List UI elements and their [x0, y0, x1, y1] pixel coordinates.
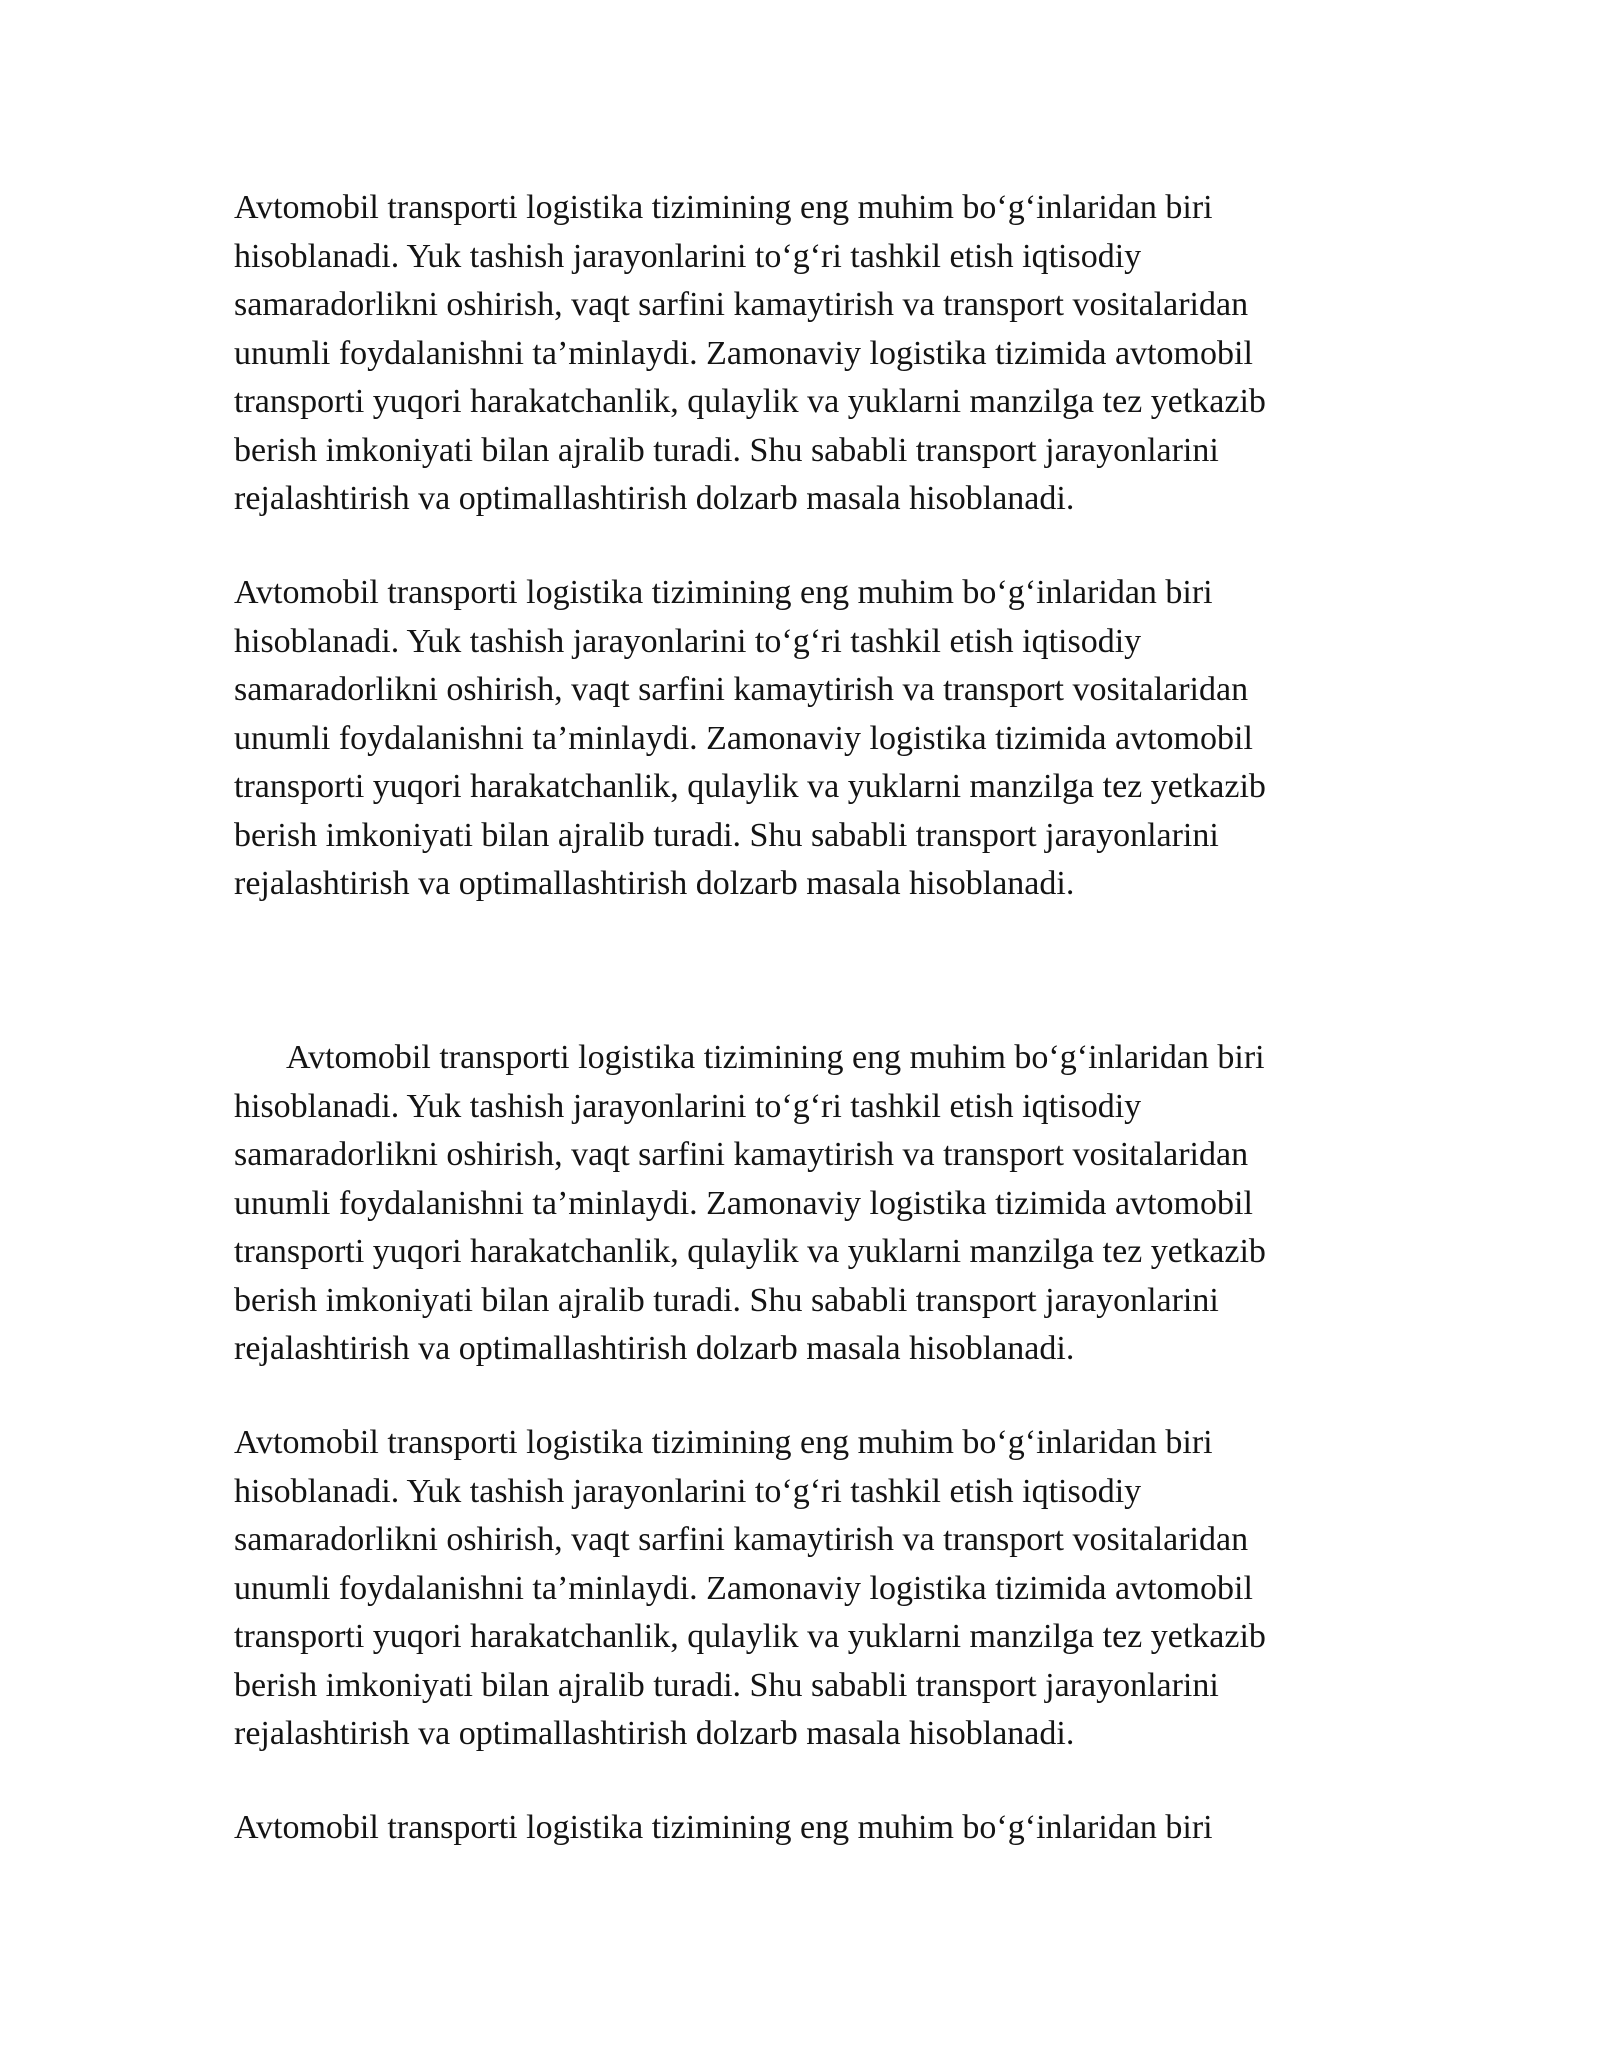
paragraph-line: transporti yuqori harakatchanlik, qulaylik va yuklarni manzilga tez yetkazib [234, 1233, 1266, 1270]
paragraph-line: transporti yuqori harakatchanlik, qulaylik va yuklarni manzilga tez yetkazib [234, 1618, 1266, 1655]
paragraph-line: unumli foydalanishni ta’minlaydi. Zamonaviy logistika tizimida avtomobil [234, 719, 1253, 757]
paragraph-2 [234, 569, 1374, 909]
paragraph-line: rejalashtirish va optimallashtirish dolzarb masala hisoblanadi. [234, 1715, 1075, 1752]
paragraph-line: berish imkoniyati bilan ajralib turadi. Shu sababli transport jarayonlarini [234, 1281, 1219, 1319]
paragraph-line: hisoblanadi. Yuk tashish jarayonlarini to‘g‘ri tashkil etish iqtisodiy [234, 1087, 1142, 1125]
paragraph-line: unumli foydalanishni ta’minlaydi. Zamonaviy logistika tizimida avtomobil [234, 334, 1253, 372]
paragraph-line: hisoblanadi. Yuk tashish jarayonlarini to‘g‘ri tashkil etish iqtisodiy [234, 237, 1142, 275]
paragraph-line: samaradorlikni oshirish, vaqt sarfini kamaytirish va transport vositalaridan [234, 286, 1249, 323]
paragraph-line: samaradorlikni oshirish, vaqt sarfini kamaytirish va transport vositalaridan [234, 671, 1249, 708]
paragraph-1 [234, 184, 1374, 524]
paragraph-line: berish imkoniyati bilan ajralib turadi. Shu sababli transport jarayonlarini [234, 431, 1219, 469]
paragraph-line: samaradorlikni oshirish, vaqt sarfini kamaytirish va transport vositalaridan [234, 1521, 1249, 1558]
paragraph-line: transporti yuqori harakatchanlik, qulaylik va yuklarni manzilga tez yetkazib [234, 383, 1266, 420]
paragraph-line: rejalashtirish va optimallashtirish dolzarb masala hisoblanadi. [234, 480, 1075, 517]
paragraph-line: unumli foydalanishni ta’minlaydi. Zamonaviy logistika tizimida avtomobil [234, 1184, 1253, 1222]
paragraph-4 [234, 1419, 1374, 1759]
paragraph-line: rejalashtirish va optimallashtirish dolzarb masala hisoblanadi. [234, 865, 1075, 902]
paragraph-5 [234, 1804, 1374, 1853]
paragraph-line: rejalashtirish va optimallashtirish dolzarb masala hisoblanadi. [234, 1330, 1075, 1367]
paragraph-line: unumli foydalanishni ta’minlaydi. Zamonaviy logistika tizimida avtomobil [234, 1569, 1253, 1607]
paragraph-line: transporti yuqori harakatchanlik, qulaylik va yuklarni manzilga tez yetkazib [234, 768, 1266, 805]
paragraph-line: Avtomobil transporti logistika tizimining eng muhim bo‘g‘inlaridan biri [234, 1809, 1213, 1846]
paragraph-line: samaradorlikni oshirish, vaqt sarfini kamaytirish va transport vositalaridan [234, 1136, 1249, 1173]
paragraph-line: berish imkoniyati bilan ajralib turadi. Shu sababli transport jarayonlarini [234, 1666, 1219, 1704]
paragraph-line: hisoblanadi. Yuk tashish jarayonlarini to‘g‘ri tashkil etish iqtisodiy [234, 1472, 1142, 1510]
paragraph-line: Avtomobil transporti logistika tizimining eng muhim bo‘g‘inlaridan biri [234, 1424, 1213, 1461]
paragraph-line: Avtomobil transporti logistika tizimining eng muhim bo‘g‘inlaridan biri [286, 1039, 1265, 1076]
paragraph-line: hisoblanadi. Yuk tashish jarayonlarini to‘g‘ri tashkil etish iqtisodiy [234, 622, 1142, 660]
paragraph-line: berish imkoniyati bilan ajralib turadi. Shu sababli transport jarayonlarini [234, 816, 1219, 854]
paragraph-3 [234, 1034, 1374, 1374]
paragraph-line: Avtomobil transporti logistika tizimining eng muhim bo‘g‘inlaridan biri [234, 574, 1213, 611]
paragraph-line: Avtomobil transporti logistika tizimining eng muhim bo‘g‘inlaridan biri [234, 189, 1213, 226]
